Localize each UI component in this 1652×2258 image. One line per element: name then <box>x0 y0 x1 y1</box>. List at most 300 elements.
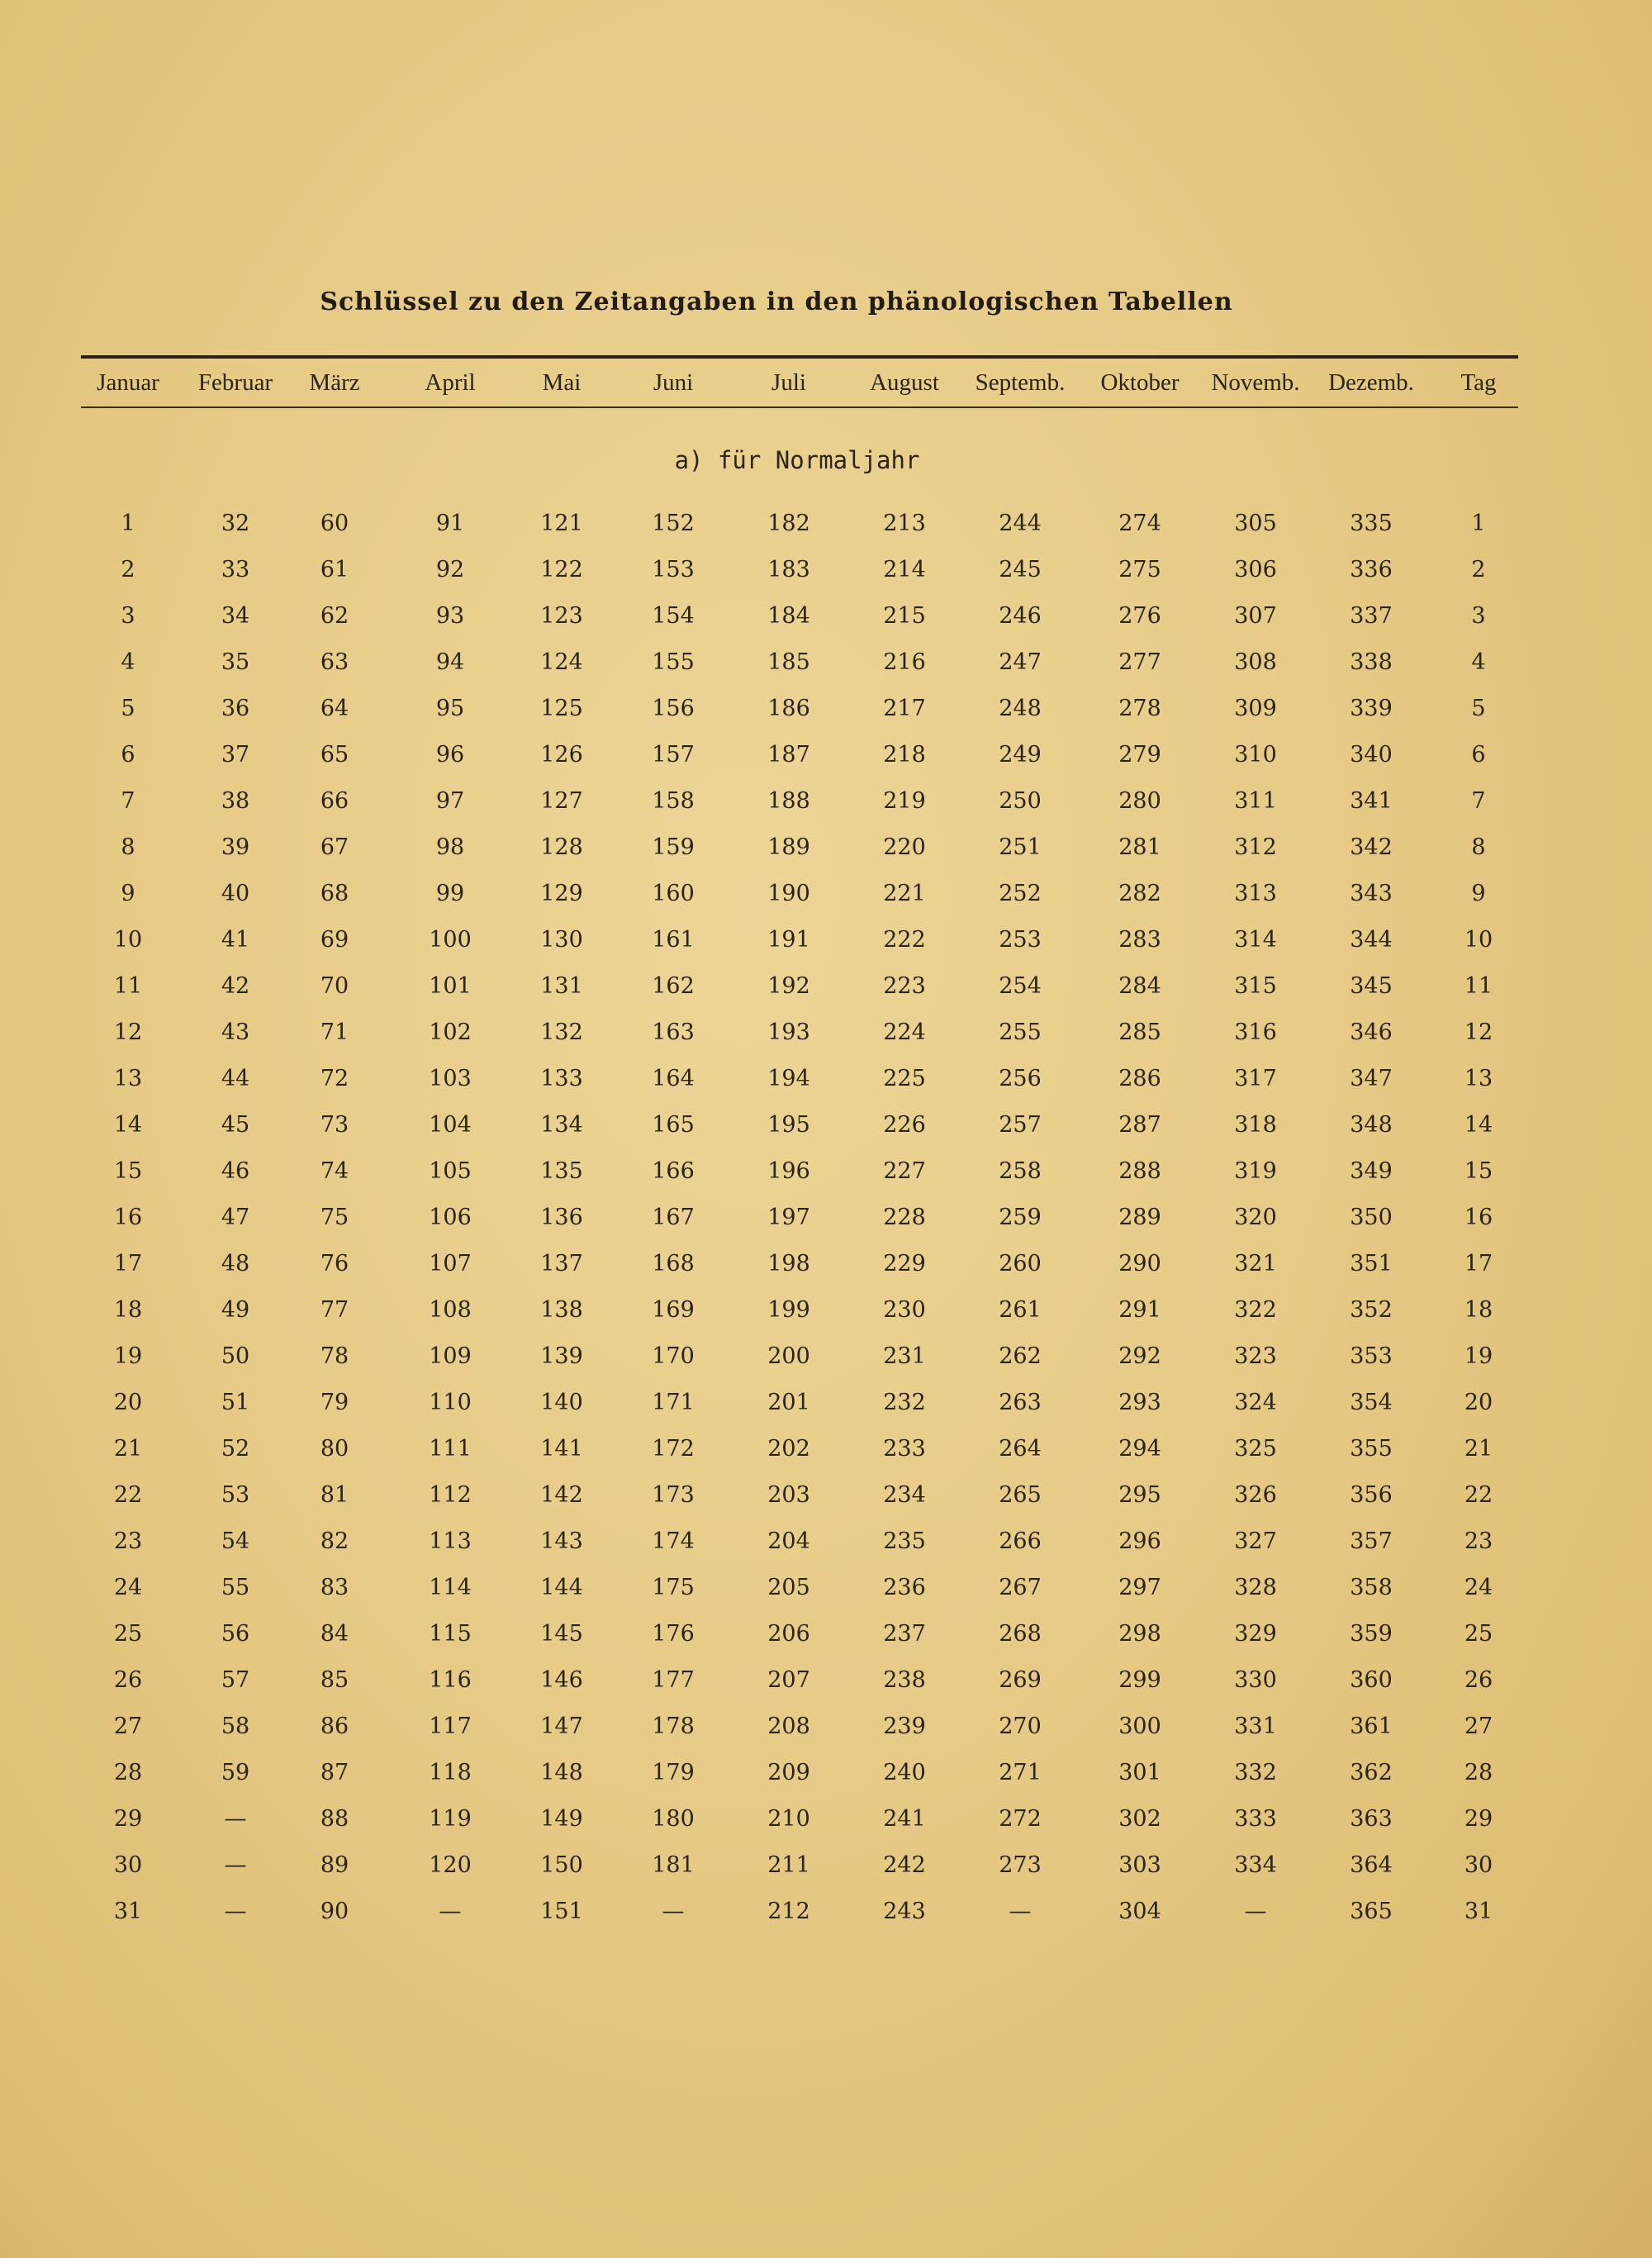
table-cell: 200 <box>767 1343 810 1369</box>
table-cell: 282 <box>1118 881 1161 906</box>
table-cell: 299 <box>1118 1667 1161 1693</box>
table-cell: 59 <box>221 1760 250 1785</box>
table-cell: 67 <box>320 834 349 860</box>
table-cell: 76 <box>320 1251 349 1276</box>
table-cell: 219 <box>883 788 926 814</box>
table-cell: 163 <box>652 1020 695 1045</box>
table-cell: 151 <box>540 1899 583 1924</box>
table-cell: 182 <box>767 511 810 536</box>
table-cell: 321 <box>1234 1251 1277 1276</box>
table-cell: 225 <box>883 1066 926 1091</box>
table-cell: 236 <box>883 1575 926 1600</box>
table-cell: 292 <box>1118 1343 1161 1369</box>
table-cell: 74 <box>320 1158 349 1184</box>
table-cell: 243 <box>883 1899 926 1924</box>
table-cell: 180 <box>652 1806 695 1832</box>
table-cell: 190 <box>767 881 810 906</box>
table-cell: 365 <box>1350 1899 1393 1924</box>
table-cell: 33 <box>221 557 250 582</box>
table-cell: 156 <box>652 696 695 721</box>
table-cell: 25 <box>113 1621 143 1647</box>
table-cell: 36 <box>221 696 250 721</box>
table-cell: 14 <box>1464 1112 1493 1138</box>
table-cell: 165 <box>652 1112 695 1138</box>
table-cell: 184 <box>767 603 810 629</box>
column-header: Februar <box>197 369 273 396</box>
table-cell: 99 <box>435 881 465 906</box>
table-cell: 164 <box>652 1066 695 1091</box>
table-cell: 29 <box>113 1806 143 1832</box>
table-cell: 60 <box>320 511 349 536</box>
table-cell: 317 <box>1234 1066 1277 1091</box>
table-cell: 187 <box>767 742 810 768</box>
table-cell: 157 <box>652 742 695 768</box>
table-row <box>0 1287 1652 1333</box>
table-cell: 121 <box>540 511 583 536</box>
table-cell: 361 <box>1350 1714 1393 1739</box>
table-cell: 77 <box>320 1297 349 1323</box>
table-cell: 265 <box>999 1482 1042 1508</box>
table-cell: 62 <box>320 603 349 629</box>
table-subtitle: a) für Normaljahr <box>674 446 920 474</box>
table-cell: 364 <box>1350 1852 1393 1878</box>
table-cell: 183 <box>767 557 810 582</box>
table-cell: 194 <box>767 1066 810 1091</box>
table-cell: 213 <box>883 511 926 536</box>
table-cell: 73 <box>320 1112 349 1138</box>
table-row <box>0 1056 1652 1102</box>
table-cell: 309 <box>1234 696 1277 721</box>
table-cell: 211 <box>767 1852 810 1878</box>
table-cell: 186 <box>767 696 810 721</box>
table-cell: 106 <box>429 1205 472 1230</box>
table-cell: 1 <box>1471 511 1486 536</box>
table-cell: 90 <box>320 1899 349 1924</box>
table-cell: 195 <box>767 1112 810 1138</box>
table-title: Schlüssel zu den Zeitangaben in den phänologischen Tabellen <box>320 288 1233 316</box>
table-cell: 83 <box>320 1575 349 1600</box>
table-cell: 37 <box>221 742 250 768</box>
table-cell: 39 <box>221 834 250 860</box>
table-cell: 6 <box>1471 742 1486 768</box>
table-cell: 155 <box>652 649 695 675</box>
table-cell: 98 <box>435 834 465 860</box>
table-cell: 171 <box>652 1390 695 1415</box>
table-cell: 360 <box>1350 1667 1393 1693</box>
table-cell: 355 <box>1350 1436 1393 1462</box>
column-header: August <box>870 369 939 396</box>
table-cell: 66 <box>320 788 349 814</box>
table-cell: 26 <box>1464 1667 1493 1693</box>
table-cell: 17 <box>1464 1251 1493 1276</box>
table-cell: 159 <box>652 834 695 860</box>
table-cell: 4 <box>121 649 135 675</box>
table-cell: 44 <box>221 1066 250 1091</box>
table-cell: 112 <box>429 1482 472 1508</box>
table-cell: 363 <box>1350 1806 1393 1832</box>
table-cell: 154 <box>652 603 695 629</box>
table-row <box>0 1148 1652 1195</box>
table-cell: 160 <box>652 881 695 906</box>
table-cell: 255 <box>999 1020 1042 1045</box>
table-cell: 327 <box>1234 1528 1277 1554</box>
table-row <box>0 686 1652 732</box>
table-cell: 191 <box>767 927 810 953</box>
table-cell: 250 <box>999 788 1042 814</box>
table-cell: 273 <box>999 1852 1042 1878</box>
table-cell: 148 <box>540 1760 583 1785</box>
table-cell: 246 <box>999 603 1042 629</box>
table-cell: 332 <box>1234 1760 1277 1785</box>
table-cell: 91 <box>435 511 465 536</box>
table-cell: 8 <box>121 834 135 860</box>
table-cell: 251 <box>999 834 1042 860</box>
table-cell: 304 <box>1118 1899 1161 1924</box>
table-cell: 240 <box>883 1760 926 1785</box>
table-cell: 52 <box>221 1436 250 1462</box>
table-cell: 108 <box>429 1297 472 1323</box>
table-cell: 169 <box>652 1297 695 1323</box>
table-cell: 268 <box>999 1621 1042 1647</box>
header-bottom-rule <box>81 406 1518 408</box>
table-cell: 300 <box>1118 1714 1161 1739</box>
table-cell: 208 <box>767 1714 810 1739</box>
table-cell: 256 <box>999 1066 1042 1091</box>
table-cell: 166 <box>652 1158 695 1184</box>
table-cell: 329 <box>1234 1621 1277 1647</box>
table-cell: 79 <box>320 1390 349 1415</box>
table-cell: 215 <box>883 603 926 629</box>
table-cell: 277 <box>1118 649 1161 675</box>
table-cell: 262 <box>999 1343 1042 1369</box>
table-row <box>0 732 1652 778</box>
table-cell: 128 <box>540 834 583 860</box>
table-cell: — <box>224 1806 247 1832</box>
table-cell: 18 <box>113 1297 143 1323</box>
table-cell: 45 <box>221 1112 250 1138</box>
table-cell: 143 <box>540 1528 583 1554</box>
table-row <box>0 1611 1652 1657</box>
table-row <box>0 1842 1652 1889</box>
table-cell: 21 <box>113 1436 143 1462</box>
table-cell: 178 <box>652 1714 695 1739</box>
table-cell: 113 <box>429 1528 472 1554</box>
table-cell: 107 <box>429 1251 472 1276</box>
table-cell: 172 <box>652 1436 695 1462</box>
table-cell: 24 <box>113 1575 143 1600</box>
table-cell: 301 <box>1118 1760 1161 1785</box>
table-cell: 119 <box>429 1806 472 1832</box>
table-cell: 173 <box>652 1482 695 1508</box>
table-cell: 289 <box>1118 1205 1161 1230</box>
table-cell: 343 <box>1350 881 1393 906</box>
table-cell: 42 <box>221 973 250 999</box>
table-cell: 334 <box>1234 1852 1277 1878</box>
column-header: Juli <box>771 369 806 396</box>
table-cell: 16 <box>113 1205 143 1230</box>
table-cell: 70 <box>320 973 349 999</box>
table-cell: 230 <box>883 1297 926 1323</box>
table-cell: 210 <box>767 1806 810 1832</box>
table-cell: 125 <box>540 696 583 721</box>
table-cell: 279 <box>1118 742 1161 768</box>
table-cell: 93 <box>435 603 465 629</box>
table-cell: 146 <box>540 1667 583 1693</box>
table-cell: 135 <box>540 1158 583 1184</box>
table-cell: 245 <box>999 557 1042 582</box>
table-cell: 32 <box>221 511 250 536</box>
table-cell: 229 <box>883 1251 926 1276</box>
table-cell: 170 <box>652 1343 695 1369</box>
table-cell: 335 <box>1350 511 1393 536</box>
table-cell: 86 <box>320 1714 349 1739</box>
table-cell: 122 <box>540 557 583 582</box>
table-cell: 105 <box>429 1158 472 1184</box>
table-cell: 7 <box>1471 788 1486 814</box>
table-cell: 288 <box>1118 1158 1161 1184</box>
table-cell: 4 <box>1471 649 1486 675</box>
table-cell: 303 <box>1118 1852 1161 1878</box>
table-cell: 150 <box>540 1852 583 1878</box>
table-cell: — <box>224 1852 247 1878</box>
table-cell: 11 <box>113 973 143 999</box>
table-row <box>0 963 1652 1010</box>
table-cell: 308 <box>1234 649 1277 675</box>
table-cell: 326 <box>1234 1482 1277 1508</box>
table-cell: 201 <box>767 1390 810 1415</box>
table-cell: 231 <box>883 1343 926 1369</box>
table-cell: — <box>662 1899 685 1924</box>
table-cell: 331 <box>1234 1714 1277 1739</box>
table-cell: 185 <box>767 649 810 675</box>
table-cell: 351 <box>1350 1251 1393 1276</box>
table-cell: 214 <box>883 557 926 582</box>
column-header: März <box>309 369 360 396</box>
table-cell: 27 <box>1464 1714 1493 1739</box>
table-cell: 22 <box>1464 1482 1493 1508</box>
table-cell: 82 <box>320 1528 349 1554</box>
table-cell: 17 <box>113 1251 143 1276</box>
table-row <box>0 1241 1652 1287</box>
table-cell: — <box>1244 1899 1267 1924</box>
table-cell: 283 <box>1118 927 1161 953</box>
table-cell: 132 <box>540 1020 583 1045</box>
table-cell: 97 <box>435 788 465 814</box>
table-cell: 339 <box>1350 696 1393 721</box>
table-cell: 38 <box>221 788 250 814</box>
table-cell: 285 <box>1118 1020 1161 1045</box>
table-cell: 298 <box>1118 1621 1161 1647</box>
table-row <box>0 547 1652 593</box>
table-cell: 314 <box>1234 927 1277 953</box>
table-row <box>0 501 1652 547</box>
table-cell: 217 <box>883 696 926 721</box>
table-cell: 350 <box>1350 1205 1393 1230</box>
table-cell: 65 <box>320 742 349 768</box>
column-header: April <box>425 369 476 396</box>
table-cell: 9 <box>1471 881 1486 906</box>
table-cell: 149 <box>540 1806 583 1832</box>
table-cell: 137 <box>540 1251 583 1276</box>
table-cell: 352 <box>1350 1297 1393 1323</box>
table-cell: 290 <box>1118 1251 1161 1276</box>
table-cell: 140 <box>540 1390 583 1415</box>
table-cell: 286 <box>1118 1066 1161 1091</box>
table-row <box>0 1889 1652 1935</box>
table-cell: 198 <box>767 1251 810 1276</box>
table-cell: 63 <box>320 649 349 675</box>
table-cell: 266 <box>999 1528 1042 1554</box>
table-cell: 258 <box>999 1158 1042 1184</box>
table-cell: 320 <box>1234 1205 1277 1230</box>
table-cell: 346 <box>1350 1020 1393 1045</box>
table-cell: 1 <box>121 511 135 536</box>
column-header: Septemb. <box>975 369 1066 396</box>
table-cell: 84 <box>320 1621 349 1647</box>
table-cell: 342 <box>1350 834 1393 860</box>
table-cell: 124 <box>540 649 583 675</box>
table-row <box>0 593 1652 639</box>
table-cell: 47 <box>221 1205 250 1230</box>
table-cell: 127 <box>540 788 583 814</box>
table-cell: 218 <box>883 742 926 768</box>
table-cell: 142 <box>540 1482 583 1508</box>
table-cell: 281 <box>1118 834 1161 860</box>
table-cell: 310 <box>1234 742 1277 768</box>
table-cell: 28 <box>113 1760 143 1785</box>
table-cell: 24 <box>1464 1575 1493 1600</box>
table-cell: 115 <box>429 1621 472 1647</box>
table-cell: 48 <box>221 1251 250 1276</box>
table-cell: 129 <box>540 881 583 906</box>
table-cell: 103 <box>429 1066 472 1091</box>
table-cell: 51 <box>221 1390 250 1415</box>
table-cell: 224 <box>883 1020 926 1045</box>
table-cell: 203 <box>767 1482 810 1508</box>
table-cell: 220 <box>883 834 926 860</box>
table-row <box>0 639 1652 686</box>
table-cell: 315 <box>1234 973 1277 999</box>
table-cell: 8 <box>1471 834 1486 860</box>
table-row <box>0 1102 1652 1148</box>
table-cell: 2 <box>1471 557 1486 582</box>
table-cell: 244 <box>999 511 1042 536</box>
table-cell: 95 <box>435 696 465 721</box>
table-cell: 131 <box>540 973 583 999</box>
table-cell: 341 <box>1350 788 1393 814</box>
table-cell: 5 <box>121 696 135 721</box>
table-cell: 80 <box>320 1436 349 1462</box>
table-cell: 358 <box>1350 1575 1393 1600</box>
table-cell: 307 <box>1234 603 1277 629</box>
table-cell: 287 <box>1118 1112 1161 1138</box>
table-row <box>0 1519 1652 1565</box>
table-cell: 306 <box>1234 557 1277 582</box>
table-cell: 263 <box>999 1390 1042 1415</box>
table-cell: 10 <box>1464 927 1493 953</box>
table-cell: 78 <box>320 1343 349 1369</box>
table-cell: 133 <box>540 1066 583 1091</box>
table-cell: 216 <box>883 649 926 675</box>
table-cell: 64 <box>320 696 349 721</box>
table-cell: 318 <box>1234 1112 1277 1138</box>
table-cell: 232 <box>883 1390 926 1415</box>
table-cell: 233 <box>883 1436 926 1462</box>
table-cell: 181 <box>652 1852 695 1878</box>
table-cell: 271 <box>999 1760 1042 1785</box>
table-cell: 206 <box>767 1621 810 1647</box>
table-cell: 192 <box>767 973 810 999</box>
table-cell: 153 <box>652 557 695 582</box>
table-cell: 197 <box>767 1205 810 1230</box>
table-row <box>0 825 1652 871</box>
table-cell: 333 <box>1234 1806 1277 1832</box>
table-cell: 40 <box>221 881 250 906</box>
table-cell: 19 <box>1464 1343 1493 1369</box>
table-cell: 15 <box>113 1158 143 1184</box>
table-cell: 226 <box>883 1112 926 1138</box>
table-cell: 337 <box>1350 603 1393 629</box>
table-cell: 284 <box>1118 973 1161 999</box>
table-cell: 117 <box>429 1714 472 1739</box>
table-cell: 252 <box>999 881 1042 906</box>
table-cell: 222 <box>883 927 926 953</box>
table-cell: 174 <box>652 1528 695 1554</box>
table-cell: 3 <box>1471 603 1486 629</box>
table-cell: 20 <box>1464 1390 1493 1415</box>
table-cell: 357 <box>1350 1528 1393 1554</box>
table-cell: 179 <box>652 1760 695 1785</box>
table-cell: 68 <box>320 881 349 906</box>
table-cell: 270 <box>999 1714 1042 1739</box>
table-cell: — <box>439 1899 462 1924</box>
table-cell: 212 <box>767 1899 810 1924</box>
table-cell: 27 <box>113 1714 143 1739</box>
table-row <box>0 1472 1652 1519</box>
table-cell: 293 <box>1118 1390 1161 1415</box>
table-cell: 237 <box>883 1621 926 1647</box>
table-cell: 274 <box>1118 511 1161 536</box>
table-cell: 15 <box>1464 1158 1493 1184</box>
table-cell: 100 <box>429 927 472 953</box>
table-cell: — <box>1009 1899 1032 1924</box>
table-row <box>0 917 1652 963</box>
table-cell: 21 <box>1464 1436 1493 1462</box>
table-cell: 29 <box>1464 1806 1493 1832</box>
table-cell: 347 <box>1350 1066 1393 1091</box>
table-cell: 340 <box>1350 742 1393 768</box>
column-header: Oktober <box>1100 369 1180 396</box>
table-cell: 130 <box>540 927 583 953</box>
table-cell: 141 <box>540 1436 583 1462</box>
table-cell: 53 <box>221 1482 250 1508</box>
table-cell: 316 <box>1234 1020 1277 1045</box>
table-cell: 12 <box>1464 1020 1493 1045</box>
column-header: Novemb. <box>1211 369 1300 396</box>
table-cell: 75 <box>320 1205 349 1230</box>
table-cell: 109 <box>429 1343 472 1369</box>
table-cell: 54 <box>221 1528 250 1554</box>
table-cell: 30 <box>1464 1852 1493 1878</box>
table-cell: 323 <box>1234 1343 1277 1369</box>
table-cell: 31 <box>1464 1899 1493 1924</box>
table-cell: 14 <box>113 1112 143 1138</box>
table-cell: 10 <box>113 927 143 953</box>
table-cell: 89 <box>320 1852 349 1878</box>
table-cell: 356 <box>1350 1482 1393 1508</box>
table-row <box>0 1195 1652 1241</box>
column-header-row <box>0 354 1652 411</box>
